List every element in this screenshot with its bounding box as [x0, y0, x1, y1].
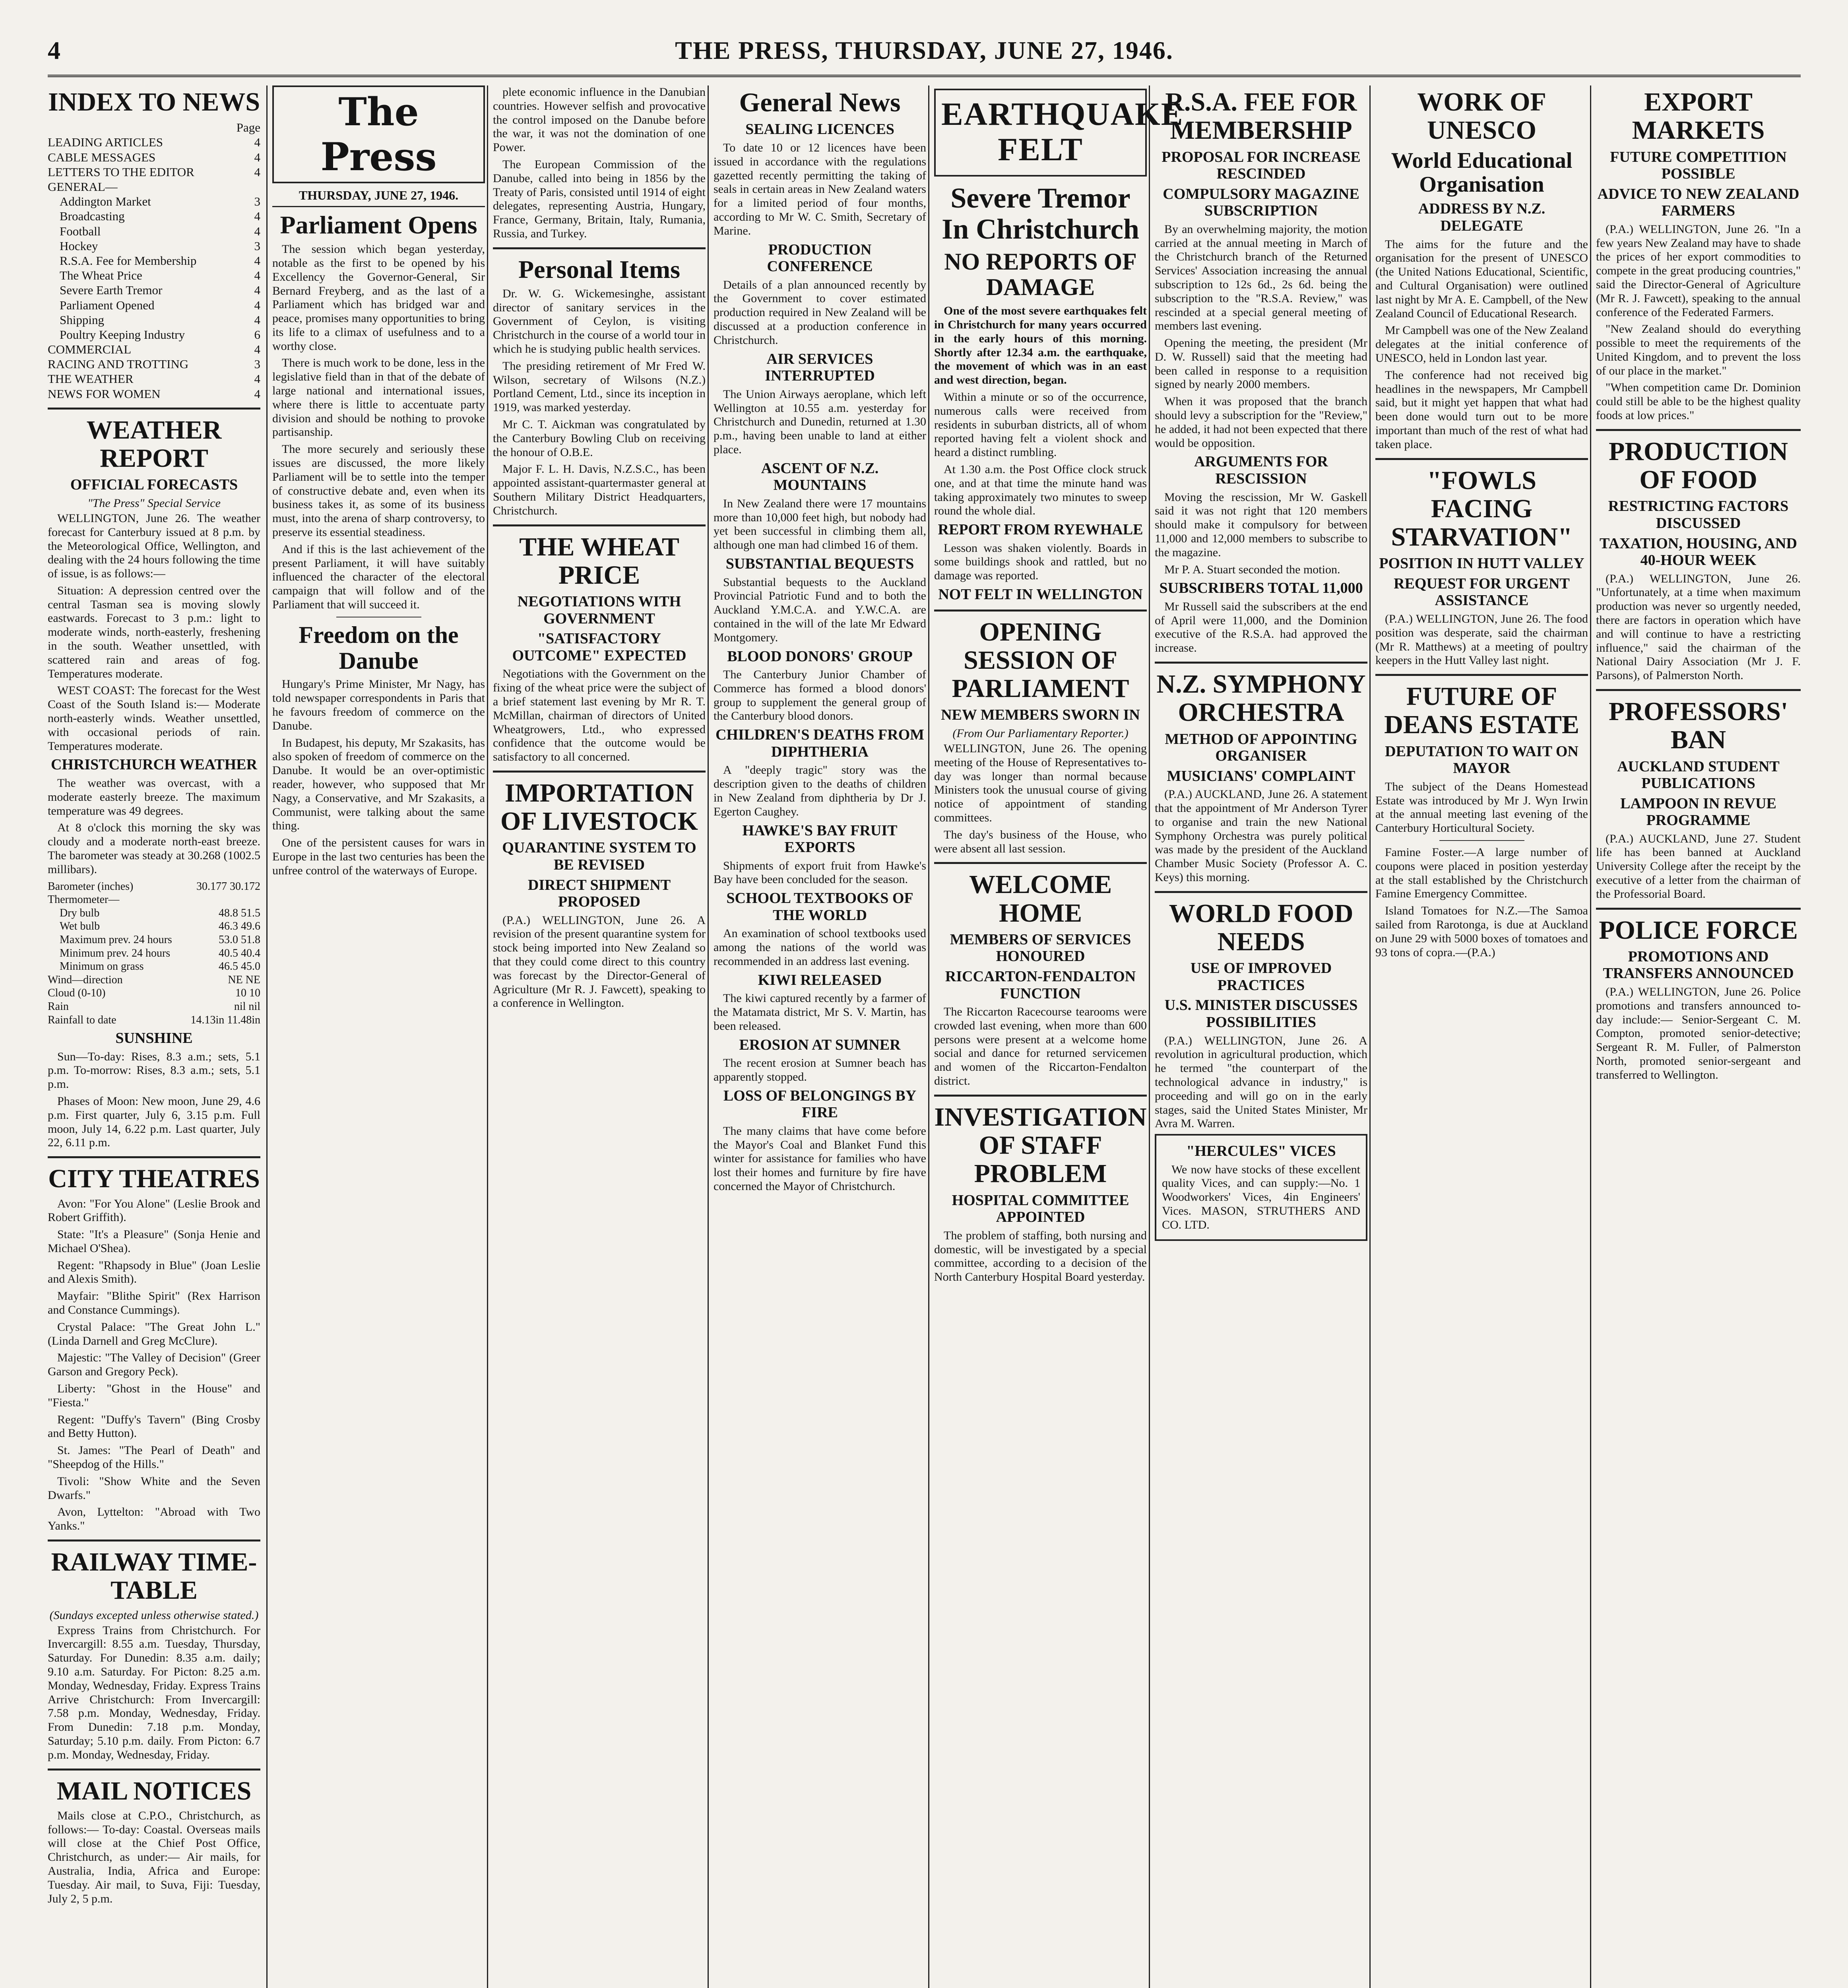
unesco-heading: WORK OF UNESCO [1417, 87, 1546, 145]
index-page-col: Page [236, 120, 260, 135]
wheat-sub2: "SATISFACTORY OUTCOME" EXPECTED [512, 630, 686, 664]
index-row: Poultry Keeping Industry 6 [60, 327, 260, 342]
welcome-heading: WELCOME HOME [969, 870, 1112, 928]
earthquake-lead: One of the most severe earthquakes felt in Christchurch for many years occurred in the early hours of this morning. Shortly after 12.34 a.m. the earthquake, the movement of which was in an east and west direction, began. [934, 304, 1147, 387]
mail-heading: MAIL NOTICES [56, 1776, 252, 1806]
news-sub: HAWKE'S BAY FRUIT EXPORTS [742, 822, 898, 856]
news-para: Details of a plan announced recently by the Government to cover estimated production required in New Zealand will be discussed at a production conference in Christchurch. [714, 278, 926, 347]
earthquake-para: Within a minute or so of the occurrence, numerous calls were received from residents in suburban districts, all of whom reported having felt a violent shock and heard a distinct rumbling. [934, 390, 1147, 459]
index-list [48, 120, 260, 401]
news-sub: SCHOOL TEXTBOOKS OF THE WORLD [726, 890, 913, 924]
index-row: CABLE MESSAGES 4 [48, 150, 260, 164]
weather-table [48, 880, 260, 1027]
leader-dateline: THURSDAY, JUNE 27, 1946. [272, 188, 485, 207]
news-sub: SEALING LICENCES [745, 121, 894, 138]
rsa-sub3: ARGUMENTS FOR RESCISSION [1194, 453, 1328, 487]
theatre-item: Avon, Lyttelton: "Abroad with Two Yanks." [48, 1505, 260, 1533]
theatre-item: Regent: "Duffy's Tavern" (Bing Crosby and Betty Hutton). [48, 1413, 260, 1440]
sun-text: Sun—To-day: Rises, 8.3 a.m.; sets, 5.1 p.m. To-morrow: Rises, 8.3 a.m.; sets, 5.1 p.m. [48, 1050, 260, 1091]
column-rule [487, 85, 488, 1988]
index-row: THE WEATHER 4 [48, 372, 260, 386]
food-needs-heading: WORLD FOOD NEEDS [1169, 899, 1354, 957]
column-3 [493, 85, 706, 1988]
parliament-sub: NEW MEMBERS SWORN IN [941, 707, 1140, 724]
food-needs-sub: USE OF IMPROVED PRACTICES [1190, 960, 1332, 994]
production-sub: RESTRICTING FACTORS DISCUSSED [1608, 498, 1789, 532]
production-para: (P.A.) WELLINGTON, June 26. "Unfortunately, at a time when maximum production was never so urgently needed, there are factors in operation which have and will continue to have a restricting influence," said the chairman of the National Dairy Association (Mr J. F. Parsons), of Palmerston North. [1596, 572, 1801, 682]
news-para: An examination of school textbooks used among the nations of the world was recommended in an address last evening. [714, 927, 926, 968]
rsa-heading: R.S.A. FEE FOR MEMBERSHIP [1165, 87, 1357, 145]
news-sub: SUBSTANTIAL BEQUESTS [725, 555, 914, 572]
export-para: (P.A.) WELLINGTON, June 26. "In a few years New Zealand may have to shade the prices of her export commodities to compete in the great producing countries," said the Director-General of Agriculture (Mr R. J. Fawcett), speaking to the annual conference of the Federated Farmers. [1596, 222, 1801, 319]
theatre-item: State: "It's a Pleasure" (Sonja Henie and Michael O'Shea). [48, 1228, 260, 1255]
food-needs-para: (P.A.) WELLINGTON, June 26. A revolution in agricultural production, which he termed "the counterpart of the technological advance in industry," is proceeding and will go on in the early stages, said the United States Minister, Mr Avra M. Warren. [1155, 1034, 1367, 1130]
column-rule [266, 85, 268, 1988]
vices-advert [1155, 1134, 1367, 1241]
news-para: The Canterbury Junior Chamber of Commerce has formed a blood donors' group to supplement the general group of the Canterbury blood donors. [714, 668, 926, 723]
weather-row: Dry bulb 48.8 51.5 [60, 907, 260, 919]
news-sub: AIR SERVICES INTERRUPTED [765, 350, 875, 384]
railway-heading: RAILWAY TIME-TABLE [51, 1547, 257, 1605]
personal-item: Dr. W. G. Wickemesinghe, assistant director of sanitary services in the Government of Ceylon, is visiting Christchurch in the course of a world tour in which he is studying public health services. [493, 287, 706, 356]
welcome-sub: MEMBERS OF SERVICES HONOURED [950, 931, 1131, 965]
danube-cont: The European Commission of the Danube, called into being in 1856 by the Treaty of Paris, consisted until 1914 of eight delegates, representing Austria, Hungary, France, Germany, Britain, Italy, Rumania, Russia, and Turkey. [493, 157, 706, 240]
index-row: Hockey 3 [60, 239, 260, 253]
leader-para: There is much work to be done, less in the legislative field than in that of the debate of large national and international issues, where there is little to accentuate party division and should be nothing to provoke partisanship. [272, 356, 485, 439]
press-logo: The Press [272, 85, 485, 183]
police-sub: PROMOTIONS AND TRANSFERS ANNOUNCED [1603, 948, 1794, 982]
police-heading: POLICE FORCE [1599, 915, 1798, 945]
column-1 [48, 85, 260, 1988]
export-para: "New Zealand should do everything possible to meet the requirements of the United Kingdom, and to prevent the loss of our place in the market." [1596, 322, 1801, 377]
index-row: Shipping 4 [60, 313, 260, 327]
earthquake-heading3: NO REPORTS OF DAMAGE [944, 248, 1137, 301]
rsa-para: Moving the rescission, Mr W. Gaskell said it was not right that 120 members should make it compulsory for between 11,000 and 12,000 members to subscribe to the magazine. [1155, 490, 1367, 559]
news-para: The Union Airways aeroplane, which left Wellington at 10.55 a.m. yesterday for Christchurch and Dunedin, returned at 1.30 p.m., having been unable to land at either place. [714, 387, 926, 456]
unesco-para: The aims for the future and the organisation for the present of UNESCO (the United Nations Educational, Scientific, and Cultural Organisation) were outlined last night by Mr A. E. Campbell, of the New Zealand Council of Educational Research. [1375, 237, 1588, 320]
index-row: Parliament Opened 4 [60, 298, 260, 312]
theatre-item: Avon: "For You Alone" (Leslie Brook and Robert Griffith). [48, 1197, 260, 1224]
parliament-credit: (From Our Parliamentary Reporter.) [952, 726, 1129, 740]
theatre-item: Majestic: "The Valley of Decision" (Greer Garson and Gregory Peck). [48, 1351, 260, 1378]
news-para: In New Zealand there were 17 mountains more than 10,000 feet high, but nobody had yet been successful in climbing them all, although one man had climbed 16 of them. [714, 497, 926, 552]
personal-item: The presiding retirement of Mr Fred W. Wilson, secretary of Wilsons (N.Z.) Portland Cement, Ltd., since its inception in 1919, was marked yesterday. [493, 359, 706, 414]
deans-heading: FUTURE OF DEANS ESTATE [1384, 682, 1579, 740]
earthquake-para: At 1.30 a.m. the Post Office clock struck one, and at that time the minute hand was taking approximately two minutes to sweep round the whole dial. [934, 462, 1147, 518]
page-number: 4 [48, 36, 60, 64]
staff-heading: INVESTIGATION OF STAFF PROBLEM [934, 1102, 1147, 1188]
fowls-sub2: REQUEST FOR URGENT ASSISTANCE [1394, 575, 1570, 609]
parliament-heading: OPENING SESSION OF PARLIAMENT [952, 617, 1129, 703]
chch-weather-heading: CHRISTCHURCH WEATHER [50, 756, 258, 773]
column-rule [928, 85, 929, 1988]
theatre-item: Crystal Palace: "The Great John L." (Linda Darnell and Greg McClure). [48, 1320, 260, 1347]
personal-item: Mr C. T. Aickman was congratulated by the Canterbury Bowling Club on receiving the honour of O.B.E. [493, 418, 706, 459]
parliament-para: WELLINGTON, June 26. The opening meeting of the House of Representatives to-day was longer than normal because Ministers took the unusual course of giving notice of appointment of standing committees. [934, 742, 1147, 824]
production-heading: PRODUCTION OF FOOD [1608, 437, 1788, 495]
weather-row: Barometer (inches) 30.177 30.172 [48, 880, 260, 893]
orchestra-sub2: MUSICIANS' COMPLAINT [1167, 767, 1355, 784]
weather-row: Cloud (0-10) 10 10 [48, 987, 260, 1000]
news-sub: KIWI RELEASED [758, 971, 882, 988]
leader-heading: Parliament Opens [280, 211, 477, 239]
food-needs-sub2: U.S. MINISTER DISCUSSES POSSIBILITIES [1164, 997, 1358, 1031]
export-heading: EXPORT MARKETS [1632, 87, 1765, 145]
column-rule [1590, 85, 1591, 1988]
railway-text: Express Trains from Christchurch. For Invercargill: 8.55 a.m. Tuesday, Thursday, Saturday. For Dunedin: 8.35 a.m. daily; 9.10 a.m. Saturday. For Picton: 8.25 a.m. Monday, Wednesday, Friday. Express Trains Arrive Christchurch: From Invercargill: 7.58 p.m. Monday, Wednesday, Friday. From Dunedin: 7.18 p.m. Monday, Saturday; 5.10 p.m. daily. From Picton: 6.7 p.m. Monday, Wednesday, Friday. [48, 1623, 260, 1761]
mail-text: Mails close at C.P.O., Christchurch, as follows:— To-day: Coastal. Overseas mails will close at the Chief Post Office, Christchurch, as under:— Air mails, for Australia, India, Africa and Europe: Tuesday. Air mail, to Suva, Fiji: Tuesday, July 2, 5 p.m. [48, 1809, 260, 1905]
theatre-item: Tivoli: "Show White and the Seven Dwarfs." [48, 1474, 260, 1502]
ban-para: (P.A.) AUCKLAND, June 27. Student life has been banned at Auckland University College after the receipt by the executive of a letter from the chairman of the Professorial Board. [1596, 832, 1801, 901]
general-news-heading: General News [739, 87, 901, 117]
weather-row: Wind—direction NE NE [48, 973, 260, 986]
rsa-sub: PROPOSAL FOR INCREASE RESCINDED [1162, 148, 1361, 182]
import-para: (P.A.) WELLINGTON, June 26. A revision of the present quarantine system for stock being imported into New Zealand so that they could come direct to this country was forecast by the Director-General of Agriculture (Mr R. J. Fawcett), speaking to a conference in Wellington. [493, 913, 706, 1010]
column-2 [272, 85, 485, 1988]
rsa-sub4: SUBSCRIBERS TOTAL 11,000 [1159, 580, 1363, 597]
news-sub: CHILDREN'S DEATHS FROM DIPHTHERIA [715, 726, 925, 760]
weather-forecast: WELLINGTON, June 26. The weather forecast for Canterbury issued at 8 p.m. by the Meteorological Office, Wellington, and dealing with the 24 hours following the time of issue, is as follows:— [48, 511, 260, 580]
news-para: The many claims that have come before the Mayor's Coal and Blanket Fund this winter for assistance for families who have lost their homes and furniture by fire have concerned the Mayor of Christchurch. [714, 1124, 926, 1193]
wheat-heading: THE WHEAT PRICE [519, 532, 679, 590]
column-8 [1596, 85, 1801, 1988]
theatres-heading: CITY THEATRES [48, 1164, 260, 1194]
unesco-para: The conference had not received big headlines in the newspapers, Mr Campbell said, but it might yet happen that what had been done would turn out to be more important than much of the rest of what had taken place. [1375, 368, 1588, 451]
railway-note: (Sundays excepted unless otherwise stated.) [49, 1608, 259, 1622]
police-para: (P.A.) WELLINGTON, June 26. Police promotions and transfers announced to-day include:— Senior-Sergeant C. M. Compton, promoted senior-detective; Sergeant R. M. Fuller, of Palmerston North, promoted senior-sergeant and transferred to Wellington. [1596, 985, 1801, 1081]
vices-ad-heading: "HERCULES" VICES [1186, 1143, 1336, 1160]
weather-row: Thermometer— [48, 893, 120, 906]
theatre-item: Mayfair: "Blithe Spirit" (Rex Harrison and Constance Cummings). [48, 1289, 260, 1317]
masthead [48, 31, 1801, 77]
leader-para: The session which began yesterday, notable as the first to be opened by his Excellency the Governor-General, Sir Bernard Freyberg, and as the last of a Parliament which has bridged war and peace, promises many opportunities to bring its life to a climax of usefulness and to a worthy close. [272, 243, 485, 353]
danube-cont: plete economic influence in the Danubian countries. However selfish and provocative the control imposed on the Danube before the war, it was not the domination of one Power. [493, 85, 706, 154]
staff-sub: HOSPITAL COMMITTEE APPOINTED [952, 1192, 1129, 1226]
index-row: LETTERS TO THE EDITOR 4 [48, 165, 260, 179]
weather-sub: OFFICIAL FORECASTS [70, 476, 238, 493]
weather-row: Minimum prev. 24 hours 40.5 40.4 [60, 947, 260, 959]
production-sub2: TAXATION, HOUSING, AND 40-HOUR WEEK [1600, 535, 1797, 569]
leader2-heading: Freedom on the Danube [299, 621, 459, 674]
personal-heading: Personal Items [518, 255, 681, 283]
rsa-para: Mr Russell said the subscribers at the end of April were 11,000, and the Dominion executive of the R.S.A. had approved the increase. [1155, 600, 1367, 655]
unesco-sub: World Educational Organisation [1391, 148, 1573, 197]
leader-para: The more securely and seriously these issues are discussed, the more likely Parliament will be to settle into the temper of constructive debate and, even when its business takes it, as some of its business must, into the arena of sharp controversy, to preserve its essential steadiness. [272, 443, 485, 539]
weather-row: Maximum prev. 24 hours 53.0 51.8 [60, 933, 260, 946]
leader-para: And if this is the last achievement of the present Parliament, it will have suitably influenced the character of the electoral campaign that will follow and of the Parliament that will succeed it. [272, 542, 485, 612]
rsa-para: Mr P. A. Stuart seconded the motion. [1164, 563, 1340, 576]
earthquake-heading: EARTHQUAKE FELT [941, 96, 1184, 167]
news-para: The recent erosion at Sumner beach has apparently stopped. [714, 1056, 926, 1083]
import-sub: QUARANTINE SYSTEM TO BE REVISED [502, 839, 696, 873]
index-row: RACING AND TROTTING 3 [48, 357, 260, 371]
ban-sub2: LAMPOON IN REVUE PROGRAMME [1620, 795, 1776, 829]
unesco-sub2: ADDRESS BY N.Z. DELEGATE [1418, 200, 1545, 235]
news-para: Shipments of export fruit from Hawke's Bay have been concluded for the season. [714, 859, 926, 886]
orchestra-heading: N.Z. SYMPHONY ORCHESTRA [1156, 670, 1366, 727]
index-row: COMMERCIAL 4 [48, 342, 260, 357]
column-rule [1149, 85, 1150, 1988]
import-sub2: DIRECT SHIPMENT PROPOSED [527, 876, 671, 911]
weather-situation: Situation: A depression centred over the central Tasman sea is moving slowly eastwards. Forecast to 3 p.m.: light to moderate winds, north-easterly, freshening in the south. Weather unsettled, with scattered rain and areas of fog. Temperatures moderate. [48, 584, 260, 680]
welcome-para: The Riccarton Racecourse tearooms were crowded last evening, when more than 600 persons were present at a welcome home social and dance for returned servicemen and women of the Riccarton-Fendalton district. [934, 1005, 1147, 1088]
column-rule [1369, 85, 1371, 1988]
unesco-para: Mr Campbell was one of the New Zealand delegates at the initial conference of UNESCO, held in London last year. [1375, 324, 1588, 365]
theatre-item: Regent: "Rhapsody in Blue" (Joan Leslie and Alexis Smith). [48, 1258, 260, 1286]
leader2-para: In Budapest, his deputy, Mr Szakasits, has also spoken of freedom of commerce on the Danube. It would be an over-optimistic reader, however, who supposed that Mr Nagy, a Conservative, and Mr Szakasits, a Communist, were talking about the same thing. [272, 736, 485, 833]
news-sub: ASCENT OF N.Z. MOUNTAINS [761, 460, 879, 494]
weather-row: Minimum on grass 46.5 45.0 [60, 960, 260, 973]
orchestra-para: (P.A.) AUCKLAND, June 26. A statement that the appointment of Mr Anderson Tyrer to organise and train the new National Symphony Orchestra was purely political was made by the president of the Auckland Chamber Music Society (Professor A. C. Keys) this morning. [1155, 788, 1367, 884]
rsa-para: By an overwhelming majority, the motion carried at the annual meeting in March of the Christchurch branch of the Returned Services' Association increasing the annual subscription to 12s 6d., 2s 6d. being the subscription to the "R.S.A. Review," was rescinded at a special general meeting of members last evening. [1155, 222, 1367, 333]
leader2-para: Hungary's Prime Minister, Mr Nagy, has told newspaper correspondents in Paris that he favours freedom of commerce on the Danube. [272, 678, 485, 732]
weather-heading: WEATHER REPORT [86, 415, 222, 473]
wheat-sub: NEGOTIATIONS WITH GOVERNMENT [517, 593, 681, 627]
orchestra-sub: METHOD OF APPOINTING ORGANISER [1165, 730, 1357, 765]
weather-west-coast: WEST COAST: The forecast for the West Coast of the South Island is:— Moderate north-easterly winds. Weather unsettled, with occasional periods of rain. Temperatures moderate. [48, 684, 260, 753]
wheat-para: Negotiations with the Government on the fixing of the wheat price were the subject of a brief statement last evening by Mr R. T. McMillan, chairman of directors of United Wheatgrowers, Ltd., who expressed confidence that the outcome would be satisfactory to all concerned. [493, 667, 706, 764]
chch-obs-note: At 8 o'clock this morning the sky was cloudy and a moderate north-east breeze. The barometer was steady at 30.268 (1002.5 millibars). [48, 821, 260, 876]
column-7 [1375, 85, 1588, 1988]
index-row: NEWS FOR WOMEN 4 [48, 386, 260, 401]
deans-sub: DEPUTATION TO WAIT ON MAYOR [1385, 743, 1578, 777]
news-sub: BLOOD DONORS' GROUP [727, 648, 913, 665]
sunshine-heading: SUNSHINE [115, 1030, 193, 1047]
earthquake-sub: REPORT FROM RYEWHALE [938, 521, 1143, 538]
news-para: A "deeply tragic" story was the description given to the deaths of children in New Zealand from diphtheria by Dr J. Egerton Caughey. [714, 763, 926, 818]
index-row: R.S.A. Fee for Membership 4 [60, 253, 260, 268]
fowls-para: (P.A.) WELLINGTON, June 26. The food position was desperate, said the chairman (Mr R. Matthews) at a meeting of poultry keepers in the Hutt Valley last night. [1375, 612, 1588, 667]
news-para: To date 10 or 12 licences have been issued in accordance with the regulations gazetted recently permitting the taking of seals in certain areas in New Zealand waters for a limited period of four months, according to Mr W. C. Smith, Secretary of Marine. [714, 141, 926, 237]
fowls-heading: "FOWLS FACING STARVATION" [1391, 466, 1573, 552]
deans-para: The subject of the Deans Homestead Estate was introduced by Mr J. Wyn Irwin at the annual meeting last evening of the Canterbury Horticultural Society. [1375, 780, 1588, 835]
famine-item: Famine Foster.—A large number of coupons were placed in position yesterday at the stall established by the Christchurch Famine Emergency Committee. [1375, 845, 1588, 901]
index-row: The Wheat Price 4 [60, 268, 260, 283]
index-row: Severe Earth Tremor 4 [60, 283, 260, 297]
rsa-para: When it was proposed that the branch should levy a subscription for the "Review," he added, it had not been expected that there would be opposition. [1155, 395, 1367, 450]
import-heading: IMPORTATION OF LIVESTOCK [500, 778, 698, 836]
staff-para: The problem of staffing, both nursing and domestic, will be investigated by a special committee, according to a decision of the North Canterbury Hospital Board yesterday. [934, 1229, 1147, 1284]
index-row: Broadcasting 4 [60, 209, 260, 223]
weather-row: Wet bulb 46.3 49.6 [60, 920, 260, 933]
column-rule [708, 85, 709, 1988]
column-6 [1155, 85, 1367, 1988]
welcome-sub2: RICCARTON-FENDALTON FUNCTION [945, 968, 1136, 1002]
earthquake-sub: NOT FELT IN WELLINGTON [938, 586, 1143, 603]
index-row: Football 4 [60, 224, 260, 238]
leader2-para: One of the persistent causes for wars in Europe in the last two centuries has been the unfree control of the waterways of Europe. [272, 836, 485, 877]
weather-credit: "The Press" Special Service [87, 496, 221, 510]
island-item: Island Tomatoes for N.Z.—The Samoa sailed from Rarotonga, is due at Auckland on June 29 with 5000 boxes of tomatoes and 93 tons of copra.—(P.A.) [1375, 904, 1588, 959]
masthead-title: THE PRESS, THURSDAY, JUNE 27, 1946. [675, 36, 1173, 64]
rsa-sub2: COMPULSORY MAGAZINE SUBSCRIPTION [1163, 185, 1359, 219]
export-sub: FUTURE COMPETITION POSSIBLE [1610, 148, 1787, 182]
theatre-item: Liberty: "Ghost in the House" and "Fiesta." [48, 1382, 260, 1409]
column-4 [714, 85, 926, 1988]
vices-ad-text: We now have stocks of these excellent quality Vices, and can supply:—No. 1 Woodworkers' Vices, 4in Engineers' Vices. MASON, STRUTHERS AND CO. LTD. [1162, 1163, 1360, 1231]
earthquake-box [934, 89, 1184, 177]
weather-row: Rain nil nil [48, 1000, 260, 1013]
export-sub2: ADVICE TO NEW ZEALAND FARMERS [1597, 185, 1800, 219]
earthquake-heading2: Severe Tremor In Christchurch [942, 182, 1139, 245]
ban-sub: AUCKLAND STUDENT PUBLICATIONS [1617, 758, 1780, 792]
parliament-para: The day's business of the House, who were absent all last session. [934, 828, 1147, 855]
column-5 [934, 85, 1184, 1988]
rsa-para: Opening the meeting, the president (Mr D. W. Russell) said that the meeting had been called in response to a requisition signed by nearly 2000 members. [1155, 336, 1367, 391]
index-row: GENERAL— [48, 180, 118, 194]
index-heading: INDEX TO NEWS [48, 87, 260, 116]
index-row: LEADING ARTICLES 4 [48, 135, 260, 149]
news-sub: PRODUCTION CONFERENCE [767, 241, 873, 275]
index-row: Addington Market 3 [60, 194, 260, 209]
chch-weather-text: The weather was overcast, with a moderate easterly breeze. The maximum temperature was 49 degrees. [48, 777, 260, 817]
moon-text: Phases of Moon: New moon, June 29, 4.6 p.m. First quarter, July 6, 3.15 p.m. Full moon, July 14, 6.22 p.m. Last quarter, July 22, 6.11 p.m. [48, 1095, 260, 1149]
news-sub: LOSS OF BELONGINGS BY FIRE [723, 1087, 917, 1121]
news-sub: EROSION AT SUMNER [739, 1036, 901, 1053]
ban-heading: PROFESSORS' BAN [1608, 697, 1788, 755]
export-para: "When competition came Dr. Dominion could still be able to be the highest quality foods at low prices." [1596, 381, 1801, 422]
personal-item: Major F. L. H. Davis, N.Z.S.C., has been appointed assistant-quartermaster general at Southern Military District Headquarters, Christchurch. [493, 462, 706, 517]
news-para: Substantial bequests to the Auckland Provincial Patriotic Fund and to both the Auckland Y.M.C.A. and Y.W.C.A. are contained in the will of the late Mr Edward Montgomery. [714, 575, 926, 644]
earthquake-para: Lesson was shaken violently. Boards in some buildings shook and rattled, but no damage was reported. [934, 541, 1147, 582]
theatre-item: St. James: "The Pearl of Death" and "Sheepdog of the Hills." [48, 1444, 260, 1471]
fowls-sub: POSITION IN HUTT VALLEY [1379, 555, 1584, 572]
weather-row: Rainfall to date 14.13in 11.48in [48, 1013, 260, 1026]
news-para: The kiwi captured recently by a farmer of the Matamata district, Mr S. V. Martin, has been released. [714, 992, 926, 1033]
